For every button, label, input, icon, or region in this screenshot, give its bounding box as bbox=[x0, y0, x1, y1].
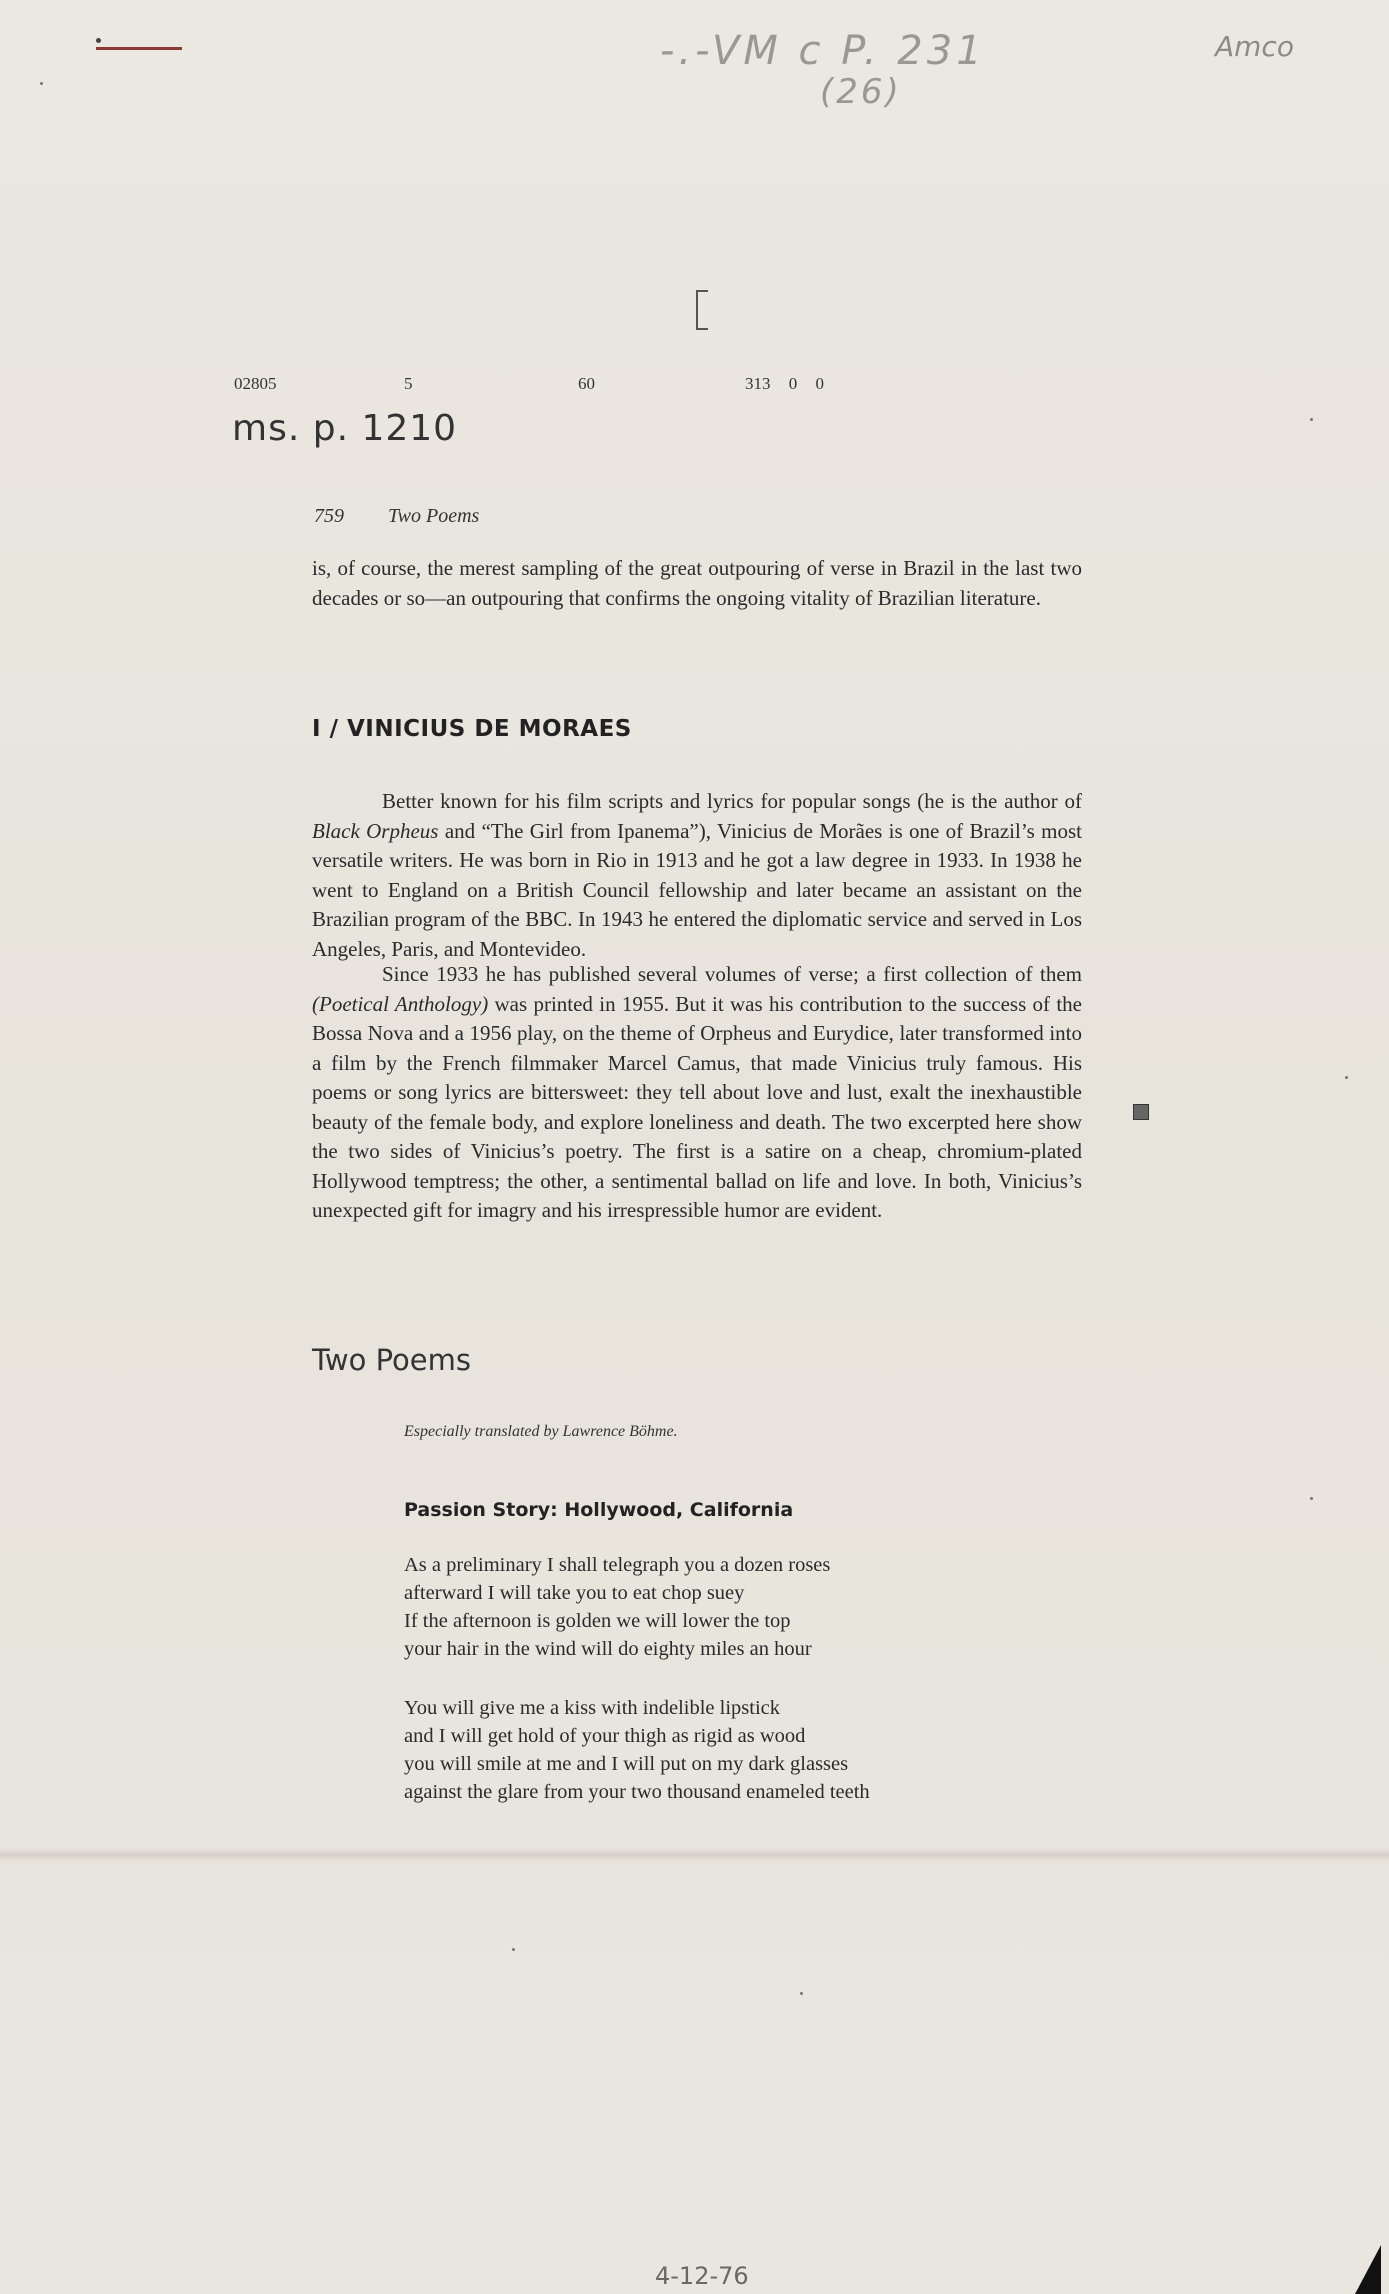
section-heading: I / VINICIUS DE MORAES bbox=[312, 716, 632, 742]
translator-credit: Especially translated by Lawrence Böhme. bbox=[404, 1423, 678, 1440]
paper-fold bbox=[0, 1848, 1389, 1862]
para2-text-a: Since 1933 he has published several volumes of verse; a first collection of them bbox=[382, 962, 1082, 986]
poem-line: your hair in the wind will do eighty miles an hour bbox=[404, 1638, 812, 1660]
poem-line: afterward I will take you to eat chop suey bbox=[404, 1582, 745, 1604]
ink-dot bbox=[96, 38, 101, 43]
paper-speck bbox=[800, 1992, 803, 1995]
para2-italic-title: (Poetical Anthology) bbox=[312, 991, 489, 1016]
code-1: 02805 bbox=[234, 374, 277, 393]
running-title: Two Poems bbox=[388, 505, 480, 527]
paper-speck bbox=[1310, 418, 1313, 421]
poem-line: If the afternoon is golden we will lower the top bbox=[404, 1610, 791, 1632]
code-2: 5 bbox=[404, 374, 413, 393]
code-4: 313 0 0 bbox=[745, 374, 824, 393]
handwritten-note: Amco bbox=[1215, 30, 1294, 63]
ms-page-label: ms. p. 1210 bbox=[232, 408, 458, 449]
poem-line: you will smile at me and I will put on my dark glasses bbox=[404, 1753, 849, 1775]
poem-title: Passion Story: Hollywood, California bbox=[404, 1499, 794, 1521]
paper-speck bbox=[512, 1948, 515, 1951]
paper-speck bbox=[40, 82, 43, 85]
intro-paragraph: is, of course, the merest sampling of the great outpouring of verse in Brazil in the last two decades or so—an outpouring that confirms the ongoing vitality of Brazilian literature. bbox=[312, 556, 1082, 610]
biography-paragraph-1 bbox=[312, 787, 1082, 964]
page-number: 759 bbox=[314, 505, 344, 527]
stanza-1 bbox=[404, 1551, 830, 1663]
running-head bbox=[314, 505, 479, 528]
biography-paragraph-2 bbox=[312, 960, 1082, 1226]
handwritten-call-number: -.-VM c P. 231 bbox=[660, 28, 986, 74]
handwritten-number: (26) bbox=[820, 72, 902, 112]
para1-text-c: and “The Girl from Ipanema”), Vinicius de Morães is one of Brazil’s most versatile writers. He was born in Rio in 1913 and he got a law degree in 1933. In 1938 he went to England on a British Council fellowship and later became an assistant on the Brazilian program of the BBC. In 1943 he entered the diplomatic service and served in Los Angeles, Paris, and Montevideo. bbox=[312, 818, 1083, 961]
poem-line: and I will get hold of your thigh as rigid as wood bbox=[404, 1725, 806, 1747]
paper-speck bbox=[1310, 1497, 1313, 1500]
para2-text-c: was printed in 1955. But it was his contribution to the success of the Bossa Nova and a 1956 play, on the theme of Orpheus and Eurydice, later transformed into a film by the French filmmaker Marcel Camus, that made Vinicius truly famous. His poems or song lyrics are bittersweet: they tell about love and lust, exalt the inexhaustible beauty of the female body, and explore loneliness and death. The two excerpted here show the two sides of Vinicius’s poetry. The first is a satire on a cheap, chromium-plated Hollywood temptress; the other, a sentimental ballad on life and love. In both, Vinicius’s unexpected gift for imagry and his irrespressible humor are evident. bbox=[312, 991, 1083, 1222]
bracket-mark bbox=[696, 290, 708, 330]
code-3: 60 bbox=[578, 374, 595, 393]
poem-line: You will give me a kiss with indelible lipstick bbox=[404, 1697, 781, 1719]
para1-text-a: Better known for his film scripts and lyrics for popular songs (he is the author of bbox=[382, 789, 1082, 813]
poem-line: against the glare from your two thousand enameled teeth bbox=[404, 1781, 870, 1803]
poems-title: Two Poems bbox=[312, 1343, 471, 1377]
para1-italic-title: Black Orpheus bbox=[312, 818, 439, 843]
margin-square-mark bbox=[1133, 1104, 1149, 1120]
red-pencil-mark bbox=[96, 47, 182, 50]
poem-line: As a preliminary I shall telegraph you a dozen roses bbox=[404, 1554, 831, 1576]
paper-speck bbox=[1345, 1076, 1348, 1079]
corner-mark bbox=[1355, 2245, 1381, 2294]
stanza-2 bbox=[404, 1694, 870, 1806]
handwritten-date: 4-12-76 bbox=[655, 2262, 749, 2290]
